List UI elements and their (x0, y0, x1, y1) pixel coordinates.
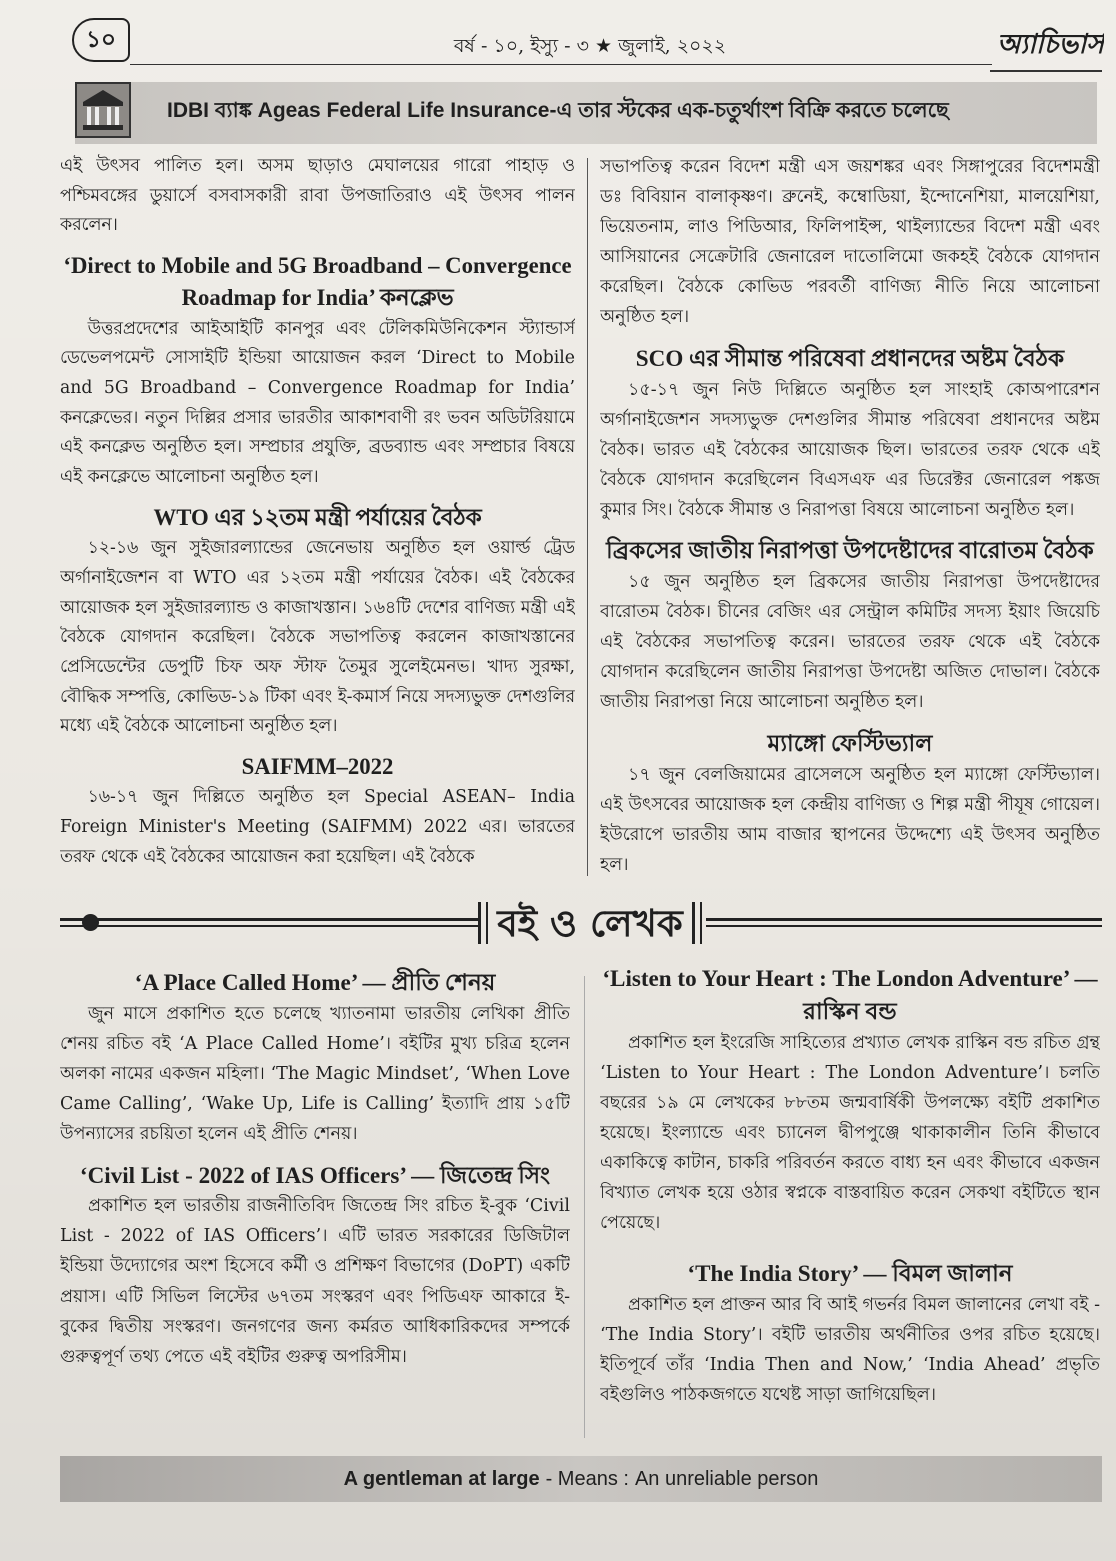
banner-headline: IDBI ব্যাঙ্ক Ageas Federal Life Insurance-এ তার স্টকের এক-চতুর্থাংশ বিক্রি করতে চলেছে (167, 99, 949, 122)
book-heading: ‘A Place Called Home’ — প্রীতি শেনয় (134, 969, 496, 995)
column-rule (584, 976, 585, 1438)
idiom-separator: - Means : (545, 1468, 629, 1490)
header-rule (130, 64, 992, 65)
books-column-right (600, 962, 1100, 1448)
news-column-right (600, 152, 1100, 882)
article-heading: WTO এর ১২তম মন্ত্রী পর্যায়ের বৈঠক (153, 504, 482, 530)
continued-text: এই উৎসব পালিত হল। অসম ছাড়াও মেঘালয়ের গারো পাহাড় ও পশ্চিমবঙ্গের ডুয়ার্সে বসবাসকারী রাবা উপজাতিরাও এই উৎসব পালন করলেন। (60, 156, 575, 236)
book-body: প্রকাশিত হল ইংরেজি সাহিত্যের প্রখ্যাত লেখক রাস্কিন বন্ড রচিত গ্রন্থ ‘Listen to Your Heart : The London Adventure’। চলতি বছরের ১৯ মে লেখকের ৮৮তম জন্মবার্ষিকী উপলক্ষ্যে বইটি প্রকাশিত হয়েছে। ইংল্যান্ডে এবং চ্যানেল দ্বীপপুঞ্জে থাকাকালীন তিনি কীভাবে একাকিত্বে কাটান, চাকরি পরিবর্তন করতে বাধ্য হন এবং কীভাবে একজন বিখ্যাত লেখক হয়ে ওঠার স্বপ্নকে বাস্তবায়িত করেন সেকথা বইটিতে স্থান পেয়েছে। (600, 1032, 1100, 1234)
idiom-footer (60, 1456, 1102, 1502)
article-body: ১৫ জুন অনুষ্ঠিত হল ব্রিকসের জাতীয় নিরাপত্তা উপদেষ্টাদের বারোতম বৈঠক। চীনের বেজিং এর সেন্ট্রাল কমিটির সদস্য ইয়াং জিয়েচি এই বৈঠকের সভাপতিত্ব করেন। ভারতের তরফ থেকে এই বৈঠকে যোগদান করেছিলেন জাতীয় নিরাপত্তা উপদেষ্টা অজিত দোভাল। বৈঠকে জাতীয় নিরাপত্তা নিয়ে আলোচনা অনুষ্ঠিত হল। (600, 572, 1100, 713)
issue-line: বর্ষ - ১০, ইস্যু - ৩ ★ জুলাই, ২০২২ (453, 35, 727, 57)
divider-rule-right (706, 918, 1102, 927)
article-body: ১৭ জুন বেলজিয়ামের ব্রাসেলসে অনুষ্ঠিত হল ম্যাঙ্গো ফেস্টিভ্যাল। এই উৎসবের আয়োজক হল কেন্দ্রীয় বাণিজ্য ও শিল্প মন্ত্রী পীযূষ গোয়েল। ইউরোপে ভারতীয় আম বাজার স্থাপনের উদ্দেশ্যে এই উৎসব অনুষ্ঠিত হল। (600, 764, 1100, 875)
brand-underline (990, 70, 1102, 72)
news-column-left (60, 152, 575, 880)
article-heading: ম্যাঙ্গো ফেস্টিভ্যাল (767, 729, 933, 756)
article-body: উত্তরপ্রদেশের আইআইটি কানপুর এবং টেলিকমিউনিকেশন স্ট্যান্ডার্স ডেভেলপমেন্ট সোসাইটি ইন্ডিয়া আয়োজন করল ‘Direct to Mobile and 5G Broadband – Convergence Roadmap for India’ কনক্লেভের। নতুন দিল্লির প্রসার ভারতীর আকাশবাণী রং ভবন অডিটরিয়ামে এই কনক্লেভ অনুষ্ঠিত হল। সম্প্রচার প্রযুক্তি, ব্রডব্যান্ড এবং সম্প্রচার বিষয়ে এই কনক্লেভে আলোচনা অনুষ্ঠিত হল। (60, 318, 575, 488)
divider-rule-left (60, 918, 478, 927)
bank-icon (75, 82, 131, 138)
book-body: প্রকাশিত হল ভারতীয় রাজনীতিবিদ জিতেন্দ্র সিং রচিত ই-বুক ‘Civil List - 2022 of IAS Officers’। এটি ভারত সরকারের ডিজিটাল ইন্ডিয়া উদ্যোগের অংশ হিসেবে কর্মী ও প্রশিক্ষণ বিভাগের (DoPT) একটি প্রয়াস। এটি সিভিল লিস্টের ৬৭তম সংস্করণ এবং পিডিএফ আকারে ই-বুকের দ্বিতীয় সংস্করণ। জনগণের জন্য কর্মরত আধিকারিকদের সম্পর্কে গুরুত্বপূর্ণ তথ্য পেতে এই বইটির গুরুত্ব অপরিসীম। (60, 1196, 570, 1367)
divider-dot (82, 914, 99, 931)
book-heading: ‘Civil List - 2022 of IAS Officers’ — জিতেন্দ্র সিং (79, 1161, 551, 1188)
book-body: প্রকাশিত হল প্রাক্তন আর বি আই গভর্নর বিমল জালানের লেখা বই - ‘The India Story’। বইটি ভারতীয় অর্থনীতির ওপর রচিত হয়েছে। ইতিপূর্বে তাঁর ‘India Then and Now,’ ‘India Ahead’ প্রভৃতি বইগুলিও পাঠকজগতে যথেষ্ট সাড়া জাগিয়েছিল। (600, 1294, 1100, 1405)
article-heading: ‘Direct to Mobile and 5G Broadband – Convergence Roadmap for India’ কনক্লেভ (63, 253, 572, 311)
article-body: ১৬-১৭ জুন দিল্লিতে অনুষ্ঠিত হল Special ASEAN– India Foreign Minister's Meeting (SAIFMM) 2022 এর। ভারতের তরফ থেকে এই বৈঠকের আয়োজন করা হয়েছিল। এই বৈঠকে (60, 787, 575, 867)
book-heading: ‘Listen to Your Heart : The London Adventure’ — রাস্কিন বন্ড (602, 965, 1098, 1024)
idiom-meaning: An unreliable person (634, 1468, 819, 1490)
article-heading: SAIFMM–2022 (241, 754, 394, 780)
section-title: বই ও লেখক (497, 901, 683, 945)
article-body: ১৫-১৭ জুন নিউ দিল্লিতে অনুষ্ঠিত হল সাংহাই কোঅপারেশন অর্গানাইজেশন সদস্যভুক্ত দেশগুলির সীমান্ত পরিষেবা প্রধানদের অষ্টম বৈঠক। ভারত এই বৈঠকের আয়োজক ছিল। ভারতের তরফ থেকে এই বৈঠকে যোগদান করেছিলেন বিএসএফ এর ডিরেক্টর জেনারেল পঙ্কজ কুমার সিং। বৈঠকে সীমান্ত ও নিরাপত্তা বিষয়ে আলোচনা অনুষ্ঠিত হল। (600, 379, 1100, 520)
article-heading: SCO এর সীমান্ত পরিষেবা প্রধানদের অষ্টম বৈঠক (635, 344, 1065, 371)
idiom-line (60, 1456, 1102, 1502)
book-heading: ‘The India Story’ — বিমল জালান (687, 1259, 1013, 1286)
idiom-term: A gentleman at large (343, 1468, 540, 1490)
page-number: ১০ (72, 18, 130, 62)
article-heading: ব্রিকসের জাতীয় নিরাপত্তা উপদেষ্টাদের বারোতম বৈঠক (606, 537, 1094, 564)
continued-text: সভাপতিত্ব করেন বিদেশ মন্ত্রী এস জয়শঙ্কর এবং সিঙ্গাপুরের বিদেশমন্ত্রী ডঃ বিবিয়ান বালাকৃষ্ণণ। ব্রুনেই, কম্বোডিয়া, ইন্দোনেশিয়া, মালয়েশিয়া, ভিয়েতনাম, লাও পিডিআর, ফিলিপাইন্স, থাইল্যান্ডের বিদেশ মন্ত্রী এবং আসিয়ানের সেক্রেটারি জেনারেল দাতোলিমো জকহই বৈঠকে যোগদান করেছিল। বৈঠকে কোভিড পরবর্তী বাণিজ্য নীতি নিয়ে আলোচনা অনুষ্ঠিত হল। (600, 157, 1100, 328)
divider-bars-right (692, 902, 702, 944)
divider-bars-left (478, 902, 488, 944)
column-rule (587, 158, 588, 876)
book-body: জুন মাসে প্রকাশিত হতে চলেছে খ্যাতনামা ভারতীয় লেখিকা প্রীতি শেনয় রচিত বই ‘A Place Called Home’। বইটির মুখ্য চরিত্র হলেন অলকা নামের একজন মহিলা। ‘The Magic Mindset’, ‘When Love Came Calling’, ‘Wake Up, Life is Calling’ ইত্যাদি প্রায় ১৫টি উপন্যাসের রচয়িতা হলেন এই প্রীতি শেনয়। (60, 1003, 570, 1145)
brand-logo: অ্যাচিভার্স (996, 29, 1104, 60)
books-column-left (60, 966, 570, 1450)
headline-banner (75, 82, 1097, 144)
article-body: ১২-১৬ জুন সুইজারল্যান্ডের জেনেভায় অনুষ্ঠিত হল ওয়ার্ল্ড ট্রেড অর্গানাইজেশন বা WTO এর ১২তম মন্ত্রী পর্যায়ের বৈঠক। এই বৈঠকের আয়োজক হল সুইজারল্যান্ড ও কাজাখস্তান। ১৬৪টি দেশের বাণিজ্য মন্ত্রী এই বৈঠকে যোগদান করেছিল। বৈঠকে সভাপতিত্ব করলেন কাজাখস্তানের প্রেসিডেন্টের ডেপুটি চিফ অফ স্টাফ তৈমুর সুলেইমেনভ। খাদ্য সুরক্ষা, বৌদ্ধিক সম্পত্তি, কোভিড-১৯ টিকা এবং ই-কমার্স নিয়ে সদস্যভুক্ত দেশগুলির মধ্যে এই বৈঠকে আলোচনা অনুষ্ঠিত হল। (60, 538, 575, 737)
